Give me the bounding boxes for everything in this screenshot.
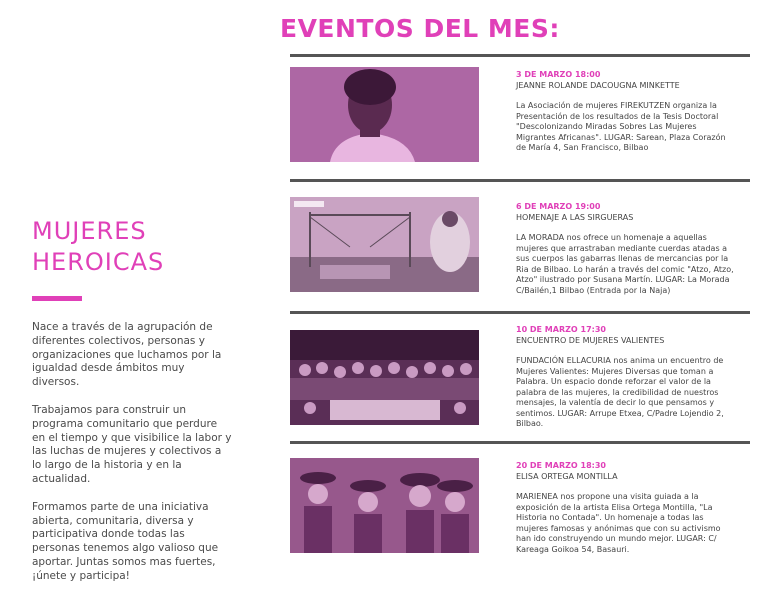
event-divider xyxy=(290,441,750,444)
event-divider xyxy=(290,311,750,314)
event-name: ENCUENTRO DE MUJERES VALIENTES xyxy=(516,335,665,345)
event-date: 10 DE MARZO 17:30 xyxy=(516,325,606,334)
intro-paragraph-1: Nace a través de la agrupación de diferentes colectivos, personas y organizaciones que luchamos por la igualdad desde ámbitos muy diversos. xyxy=(32,321,222,389)
event-description: MARIENEA nos propone una visita guiada a la exposición de la artista Elisa Ortega Montilla, "La Historia no Contada". Un homenaje a todas las mujeres famosas y anónimas que con su activismo han ido construyendo un mundo mejor. LUGAR: C/ Kareaga Goikoa 54, Basauri. xyxy=(516,492,721,554)
event-date: 3 DE MARZO 18:00 xyxy=(516,70,601,79)
accent-bar xyxy=(32,296,82,301)
event-2 xyxy=(516,202,738,296)
event-description: FUNDACIÓN ELLACURIA nos anima un encuentro de Mujeres Valientes: Mujeres Diversas que toman a Palabra. Un espacio donde reforzar el valor de la palabra de las mujeres, la credibilidad de nuestros mensajes, la valentía de decir lo que pensamos y sentimos. LUGAR: Arrupe Etxea, C/Padre Lojendio 2, Bilbao. xyxy=(516,356,724,428)
section-title xyxy=(32,216,232,278)
intro-paragraph-3: Formamos parte de una iniciativa abierta, comunitaria, diversa y participativa donde todas las personas tenemos algo valioso que aportar. Juntas somos mas fuertes, ¡únete y participa! xyxy=(32,500,219,582)
intro-section xyxy=(32,216,232,598)
event-3 xyxy=(516,325,738,430)
event-date: 20 DE MARZO 18:30 xyxy=(516,461,606,470)
event-photo-group xyxy=(290,330,479,425)
event-1 xyxy=(516,70,738,154)
event-description: LA MORADA nos ofrece un homenaje a aquellas mujeres que arrastraban mediante cuerdas atadas a sus cuerpos las gabarras llenas de mercancias por la Ria de Bilbao. Lo harán a través del comic "Atzo, Atzo, Atzo" ilustrado por Susana Martín. LUGAR: La Morada C/Bailén,1 Bilbao (Entrada por la Naja) xyxy=(516,233,734,295)
event-name: JEANNE ROLANDE DACOUGNA MINKETTE xyxy=(516,80,680,90)
event-divider xyxy=(290,179,750,182)
event-divider xyxy=(290,54,750,57)
event-4 xyxy=(516,461,738,555)
section-title-line1: MUJERES xyxy=(32,217,147,245)
event-description: La Asociación de mujeres FIREKUTZEN organiza la Presentación de los resultados de la Tesis Doctoral "Descolonizando Miradas Sobres Las Mujeres Migrantes Africanas". LUGAR: Sarean, Plaza Corazón de María 4, San Francisco, Bilbao xyxy=(516,101,726,152)
event-photo-portrait xyxy=(290,67,479,162)
event-name: ELISA ORTEGA MONTILLA xyxy=(516,471,618,481)
intro-paragraph-2: Trabajamos para construir un programa comunitario que perdure en el tiempo y que visibilice la labor y las luchas de mujeres y colectivos a lo largo de la historia y en la actualidad. xyxy=(32,403,232,485)
page-title: EVENTOS DEL MES: xyxy=(280,14,560,43)
event-name: HOMENAJE A LAS SIRGUERAS xyxy=(516,212,634,222)
section-title-line2: HEROICAS xyxy=(32,248,165,276)
event-date: 6 DE MARZO 19:00 xyxy=(516,202,601,211)
event-photo-comic xyxy=(290,197,479,292)
event-photo-painting xyxy=(290,458,479,553)
